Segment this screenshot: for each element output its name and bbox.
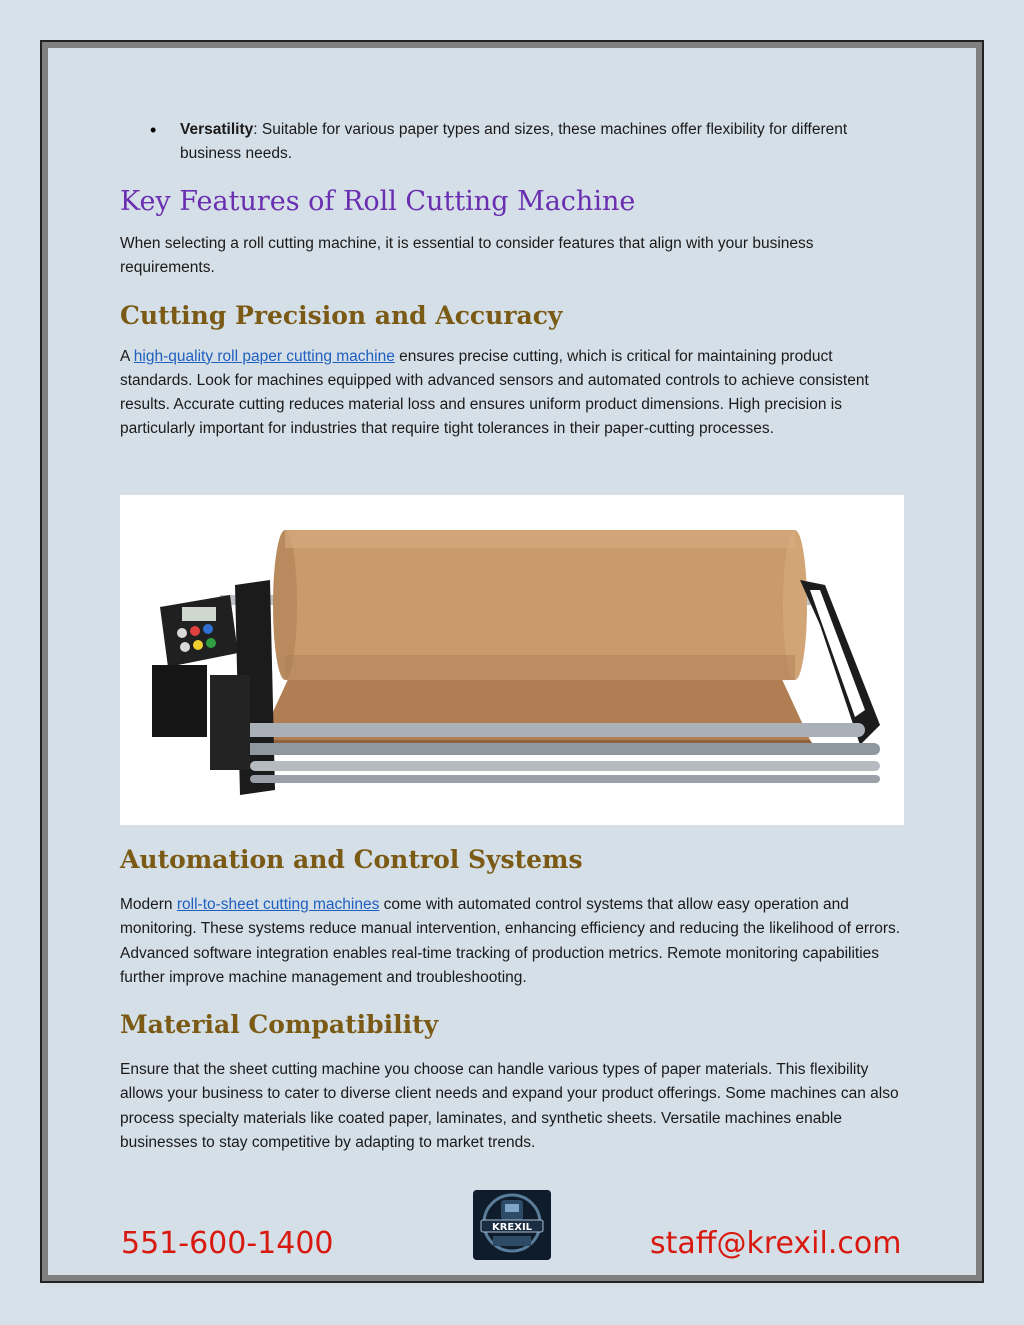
precision-heading: Cutting Precision and Accuracy [120, 300, 563, 330]
automation-rest: come with automated control systems that allow easy operation and monitoring. These systems reduce manual intervention, enhancing efficiency and reducing the likelihood of errors. Advanced software integration enables real-time tracking of production metrics. Remote monitoring capabilities further improve machine management and troubleshooting. [120, 896, 901, 986]
roll-paper-cutting-machine-link[interactable]: high-quality roll paper cutting machine [133, 347, 395, 365]
footer-phone[interactable]: 551-600-1400 [121, 1226, 334, 1261]
roll-to-sheet-link[interactable]: roll-to-sheet cutting machines [176, 896, 380, 913]
precision-rest: ensures precise cutting, which is critical for maintaining product standards. Look for machines equipped with advanced sensors and automated controls to achieve consistent results. Accurate cutting reduces material loss and ensures uniform product dimensions. High precision is particularly important for industries that require tight tolerances in their paper-cutting processes. [120, 347, 869, 438]
bullet-text [180, 118, 905, 166]
document-content [120, 118, 905, 442]
key-features-heading: Key Features of Roll Cutting Machine [120, 186, 636, 217]
krexil-logo [473, 1190, 551, 1260]
document-content-lower [120, 835, 905, 1155]
svg-text:KREXIL: KREXIL [491, 1222, 533, 1233]
bullet-icon: • [150, 120, 157, 140]
bullet-bold: Versatility [180, 121, 254, 138]
automation-lead: Modern [120, 896, 177, 913]
roll-cutting-machine-photo [120, 495, 904, 825]
bullet-body: : Suitable for various paper types and sizes, these machines offer flexibility for different business needs. [180, 121, 848, 162]
versatility-bullet [150, 118, 905, 166]
key-features-intro: When selecting a roll cutting machine, it is essential to consider features that align with your business requirements. [120, 235, 814, 277]
precision-paragraph [120, 345, 905, 442]
automation-heading: Automation and Control Systems [120, 845, 583, 874]
material-heading: Material Compatibility [120, 1010, 439, 1040]
footer-email[interactable]: staff@krexil.com [650, 1226, 902, 1261]
precision-lead: A [120, 347, 134, 365]
automation-paragraph [120, 893, 905, 990]
material-paragraph: Ensure that the sheet cutting machine you choose can handle various types of paper materials. This flexibility allows your business to cater to diverse client needs and expand your product offerings. Some machines can also process specialty materials like coated paper, laminates, and synthetic sheets. Versatile machines enable businesses to stay competitive by adapting to market trends. [120, 1061, 899, 1152]
